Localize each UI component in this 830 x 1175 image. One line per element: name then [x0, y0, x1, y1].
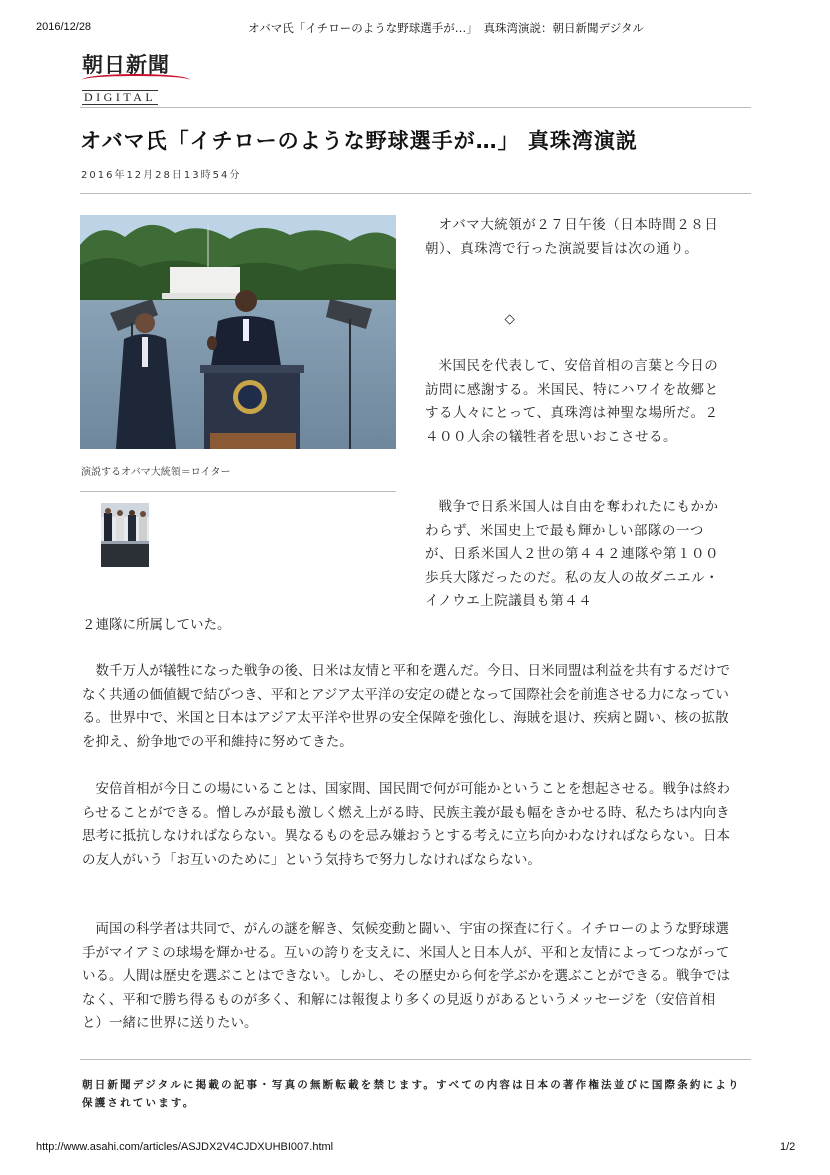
article-paragraph: 安倍首相が今日この場にいることは、国家間、国民間で何が可能かということを想起させる。戦争は終わらせることができる。憎しみが最も激しく燃え上がる時、民族主義が最も幅をきかせる時、私たちは内向き思考に抵抗しなければならない。異なるものを忌み嫌おうとする考えに立ち向かわなければならない。日本の友人がいう「お互いのために」という気持ちで努力しなければならない。 [82, 781, 730, 868]
article-paragraph: 両国の科学者は共同で、がんの謎を解き、気候変動と闘い、宇宙の探査に行く。イチローのような野球選手がマイアミの球場を輝かせる。互いの誇りを支えに、米国人と日本人が、平和と友情によってつながっている。人間は歴史を選ぶことはできない。しかし、その歴史から何を学ぶかを選ぶことができる。戦争ではなく、平和で勝ち得るものが多く、和解には報復より多くの見返りがあるというメッセージを（安倍首相と）一緒に世界に送りたい。 [82, 921, 730, 1031]
article-paragraph: 米国民を代表して、安倍首相の言葉と今日の訪問に感謝する。米国民、特にハワイを故郷とする人々にとって、真珠湾は神聖な場所だ。２４００人余の犠牲者を思いおこさせる。 [425, 358, 719, 445]
print-page-number: 1/2 [780, 1141, 796, 1153]
logo-name-jp: 朝日新聞 [82, 52, 170, 77]
copyright-notice: 朝日新聞デジタルに掲載の記事・写真の無断転載を禁じます。すべての内容は日本の著作権法並びに国際条約により保護されています。 [82, 1079, 741, 1109]
header-divider [80, 107, 751, 108]
thumbnail-photo [101, 503, 149, 567]
obama-speech-photo [80, 215, 396, 449]
title-divider [80, 193, 751, 194]
gallery-thumbnail[interactable] [101, 503, 149, 567]
photo-caption: 演説するオバマ大統領＝ロイター [81, 467, 231, 478]
footer-divider [80, 1059, 751, 1060]
print-page-title: オバマ氏「イチローのような野球選手が…」 真珠湾演説：朝日新聞デジタル [248, 21, 644, 35]
article-paragraph: 数千万人が犠牲になった戦争の後、日米は友情と平和を選んだ。今日、日米同盟は利益を共有するだけでなく共通の価値観で結びつき、平和とアジア太平洋の安定の礎となって国際社会を前進させる力になっている。世界中で、米国と日本はアジア太平洋や世界の安全保障を強化し、海賊を退け、疾病と闘い、核の拡散を抑え、紛争地での平和維持に努めてきた。 [82, 663, 730, 750]
article-paragraph: オバマ大統領が２７日午後（日本時間２８日朝）、真珠湾で行った演説要旨は次の通り。 [425, 217, 719, 257]
article-title: オバマ氏「イチローのような野球選手が…」 真珠湾演説 [80, 129, 638, 153]
article-paragraph-continued: ２連隊に所属していた。 [82, 617, 231, 633]
asahi-digital-logo[interactable] [82, 53, 200, 105]
article-photo[interactable] [80, 215, 396, 449]
print-url: http://www.asahi.com/articles/ASJDX2V4CJDXUHBI007.html [36, 1141, 334, 1153]
logo-name-en: DIGITAL [84, 90, 157, 104]
published-datetime: 2016年12月28日13時54分 [81, 170, 242, 181]
print-date: 2016/12/28 [36, 21, 92, 33]
photo-divider [80, 491, 396, 492]
article-paragraph: 戦争で日系米国人は自由を奪われたにもかかわらず、米国史上で最も輝かしい部隊の一つが、日系米国人２世の第４４２連隊や第１００歩兵大隊だったのだ。私の友人の故ダニエル・イノウエ上院議員も第４４ [425, 499, 719, 609]
section-marker: ◇ [504, 311, 516, 327]
